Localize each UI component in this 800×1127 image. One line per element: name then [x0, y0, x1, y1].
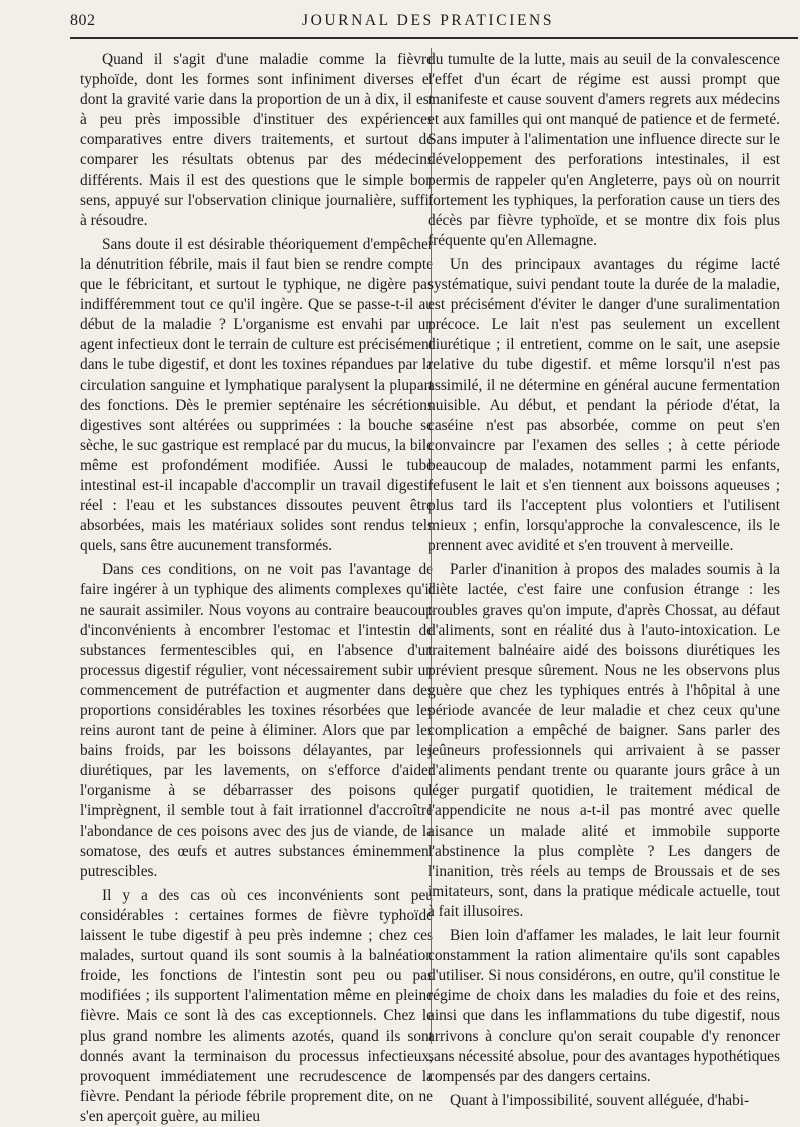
paragraph: Bien loin d'affamer les malades, le lait leur fournit constamment la ration alimentaire qu'ils sont capables d'utiliser. Si nous considérons, en outre, qu'il constitue le régime de choix dans les maladies du foie et des reins, ainsi que dans les inflammations du tube digestif, nous arrivons à conclure qu'on serait coupable d'y renoncer sans nécessité absolue, pour des avantages hypothétiques compensés par des dangers certains. — [428, 927, 780, 1085]
paragraph: Quant à l'impossibilité, souvent alléguée, d'habi- — [450, 1091, 750, 1109]
paragraph: Sans doute il est désirable théoriquement d'empêcher la dénutrition fébrile, mais il faut bien se rendre compte que le fébricitant, et surtout le typhique, ne digère pas indifféremment tout ce qu'il ingère. Que se passe-t-il au début de la maladie ? L'organisme est envahi par un agent infectieux dont le terrain de culture est précisément dans le tube digestif, et dont les toxines répandues par la circulation sanguine et lymphatique paralysent la plupart des fonctions. Dès le premier septénaire les sécrétions digestives sont altérées ou supprimées : la bouche se sèche, le suc gastrique est remplacé par du mucus, la bile même est profondément modifiée. Aussi le tube intestinal est-il incapable d'accomplir un travail digestif réel : l'eau et les substances dissoutes peuvent être absorbées, mais les matériaux solides sont rendus tels quels, sans être aucunement transformés. — [80, 235, 433, 555]
paragraph: Dans ces conditions, on ne voit pas l'avantage de faire ingérer à un typhique des aliments complexes qu'il ne saurait assimiler. Nous voyons au contraire beaucoup d'inconvénients à encombrer l'estomac et l'intestin de substances fermentescibles qui, en l'absence d'un processus digestif régulier, vont nécessairement subir un commencement de putréfaction et augmenter dans des proportions considérables les toxines résorbées que les reins auront tant de peine à éliminer. Alors que par les bains froids, par les boissons délayantes, par les diurétiques, par les lavements, on s'efforce d'aider l'organisme à se débarrasser des poisons qui l'imprègnent, il semble tout à fait irrationnel d'accroître l'abondance de ces poisons avec des jus de viande, de la somatose, des œufs et autres substances éminemment putrescibles. — [80, 561, 433, 880]
paragraph-continuation: du tumulte de la lutte, mais au seuil de la convalescence l'effet d'un écart de régime est aussi prompt que manifeste et cause souvent d'amers regrets aux médecins et aux familles qui ont manqué de patience et de fermeté. Sans imputer à l'alimentation une influence directe sur le développement des perforations intestinales, il est permis de rappeler qu'en Angleterre, pays où on nourrit fortement les typhiques, la perforation cause un tiers des décès par fièvre typhoïde, et se montre dix fois plus fréquente qu'en Allemagne. — [428, 51, 780, 249]
paragraph: Parler d'inanition à propos des malades soumis à la diète lactée, c'est faire une confusion étrange : les troubles graves qu'on impute, d'après Chossat, au défaut d'aliments, sont en réalité dus à l'auto-intoxication. Le traitement balnéaire aidé des boissons diurétiques les prévient presque sûrement. Nous ne les observons plus guère que chez les typhiques entrés à l'hôpital à une période avancée de leur maladie et chez ceux qu'une complication a empêché de baigner. Sans parler des jeûneurs professionnels qui arrivaient à se passer d'aliments pendant trente ou quarante jours grâce à un léger purgatif quotidien, le traitement médical de l'appendicite ne nous a-t-il pas montré avec quelle aisance un malade alité et immobile supporte l'abstinence la plus complète ? Les dangers de l'inanition, très réels au temps de Broussais et de ses imitateurs, sont, dans la pratique médicale actuelle, tout à fait illusoires. — [428, 561, 780, 920]
page-header — [70, 10, 786, 36]
journal-title: JOURNAL DES PRATICIENS — [301, 12, 555, 29]
left-column — [80, 50, 433, 1125]
paragraph: Il y a des cas où ces inconvénients sont peu considérables : certaines formes de fièvre typhoïde laissent le tube digestif à peu près indemne ; chez ces malades, surtout quand ils sont soumis à la balnéation froide, les fonctions de l'intestin sont peu ou pas modifiées ; ils supportent l'alimentation même en pleine fièvre. Mais ce sont là des cas exceptionnels. Chez le plus grand nombre les aliments azotés, quand ils sont donnés avant la terminaison du processus infectieux, provoquent immédiatement une recrudescence de la fièvre. Pendant la période fébrile proprement dite, on ne s'en aperçoit guère, au milieu — [80, 886, 433, 1125]
right-column — [428, 50, 780, 1109]
header-rule — [70, 37, 798, 39]
page-number: 802 — [70, 12, 96, 29]
paragraph: Un des principaux avantages du régime lacté systématique, suivi pendant toute la durée de la maladie, est précisément d'éviter le danger d'une suralimentation précoce. Le lait n'est pas seulement un excellent diurétique ; il entretient, comme on le sait, une asepsie relative du tube digestif. et même lorsqu'il n'est pas assimilé, il ne détermine en général aucune fermentation nuisible. Au début, et pendant la période d'état, la caséine n'est pas absorbée, comme on peut s'en convaincre par l'examen des selles ; à cette période beaucoup de malades, notamment parmi les enfants, refusent le lait et s'en tiennent aux boissons aqueuses ; plus tard ils l'acceptent plus volontiers et l'utilisent mieux ; enfin, lorsqu'approche la convalescence, ils le prennent avec avidité et s'en trouvent à merveille. — [428, 255, 780, 555]
paragraph: Quand il s'agit d'une maladie comme la fièvre typhoïde, dont les formes sont infiniment diverses et dont la gravité varie dans la proportion de un à dix, il est à peu près impossible d'instituer des expériences comparatives entre divers traitements, et surtout de comparer les résultats obtenus par des médecins différents. Mais il est des questions que le simple bon sens, appuyé sur l'observation clinique journalière, suffit à résoudre. — [80, 51, 433, 229]
